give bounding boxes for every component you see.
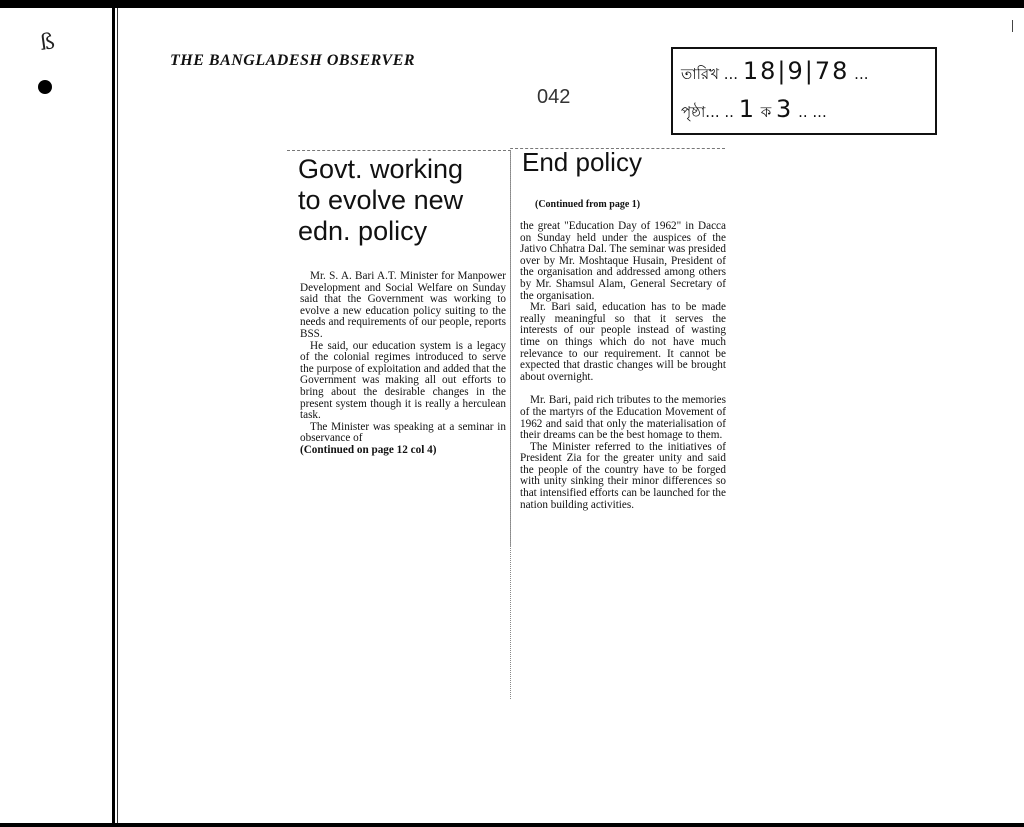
article-body-left [300,271,506,457]
article-headline [298,154,508,247]
stamp-page-label: পৃষ্ঠা... .. [681,103,734,121]
stamp-page-trail: .. ... [798,103,827,121]
article-paragraph: The Minister was speaking at a seminar in observance of [300,420,506,445]
continuation-headline: End policy [522,147,642,177]
archive-stamp [671,47,937,135]
headline-line: Govt. working [298,154,464,184]
stamp-date-trail: ... [854,65,869,83]
article-body-right [520,221,726,511]
headline-line: to evolve new [298,185,464,216]
newspaper-masthead: THE BANGLADESH OBSERVER [170,52,416,69]
article-paragraph: The Minister referred to the initiatives of President Zia for the greater unity and said the people of the country have to be forged with unity sinking their minor differences so that intensified efforts can be launched for the nation building activities. [520,440,726,511]
archive-page-number: 042 [537,86,571,108]
stamp-date-label: তারিখ ... [681,65,739,83]
scan-bottom-border [0,823,1024,827]
article-paragraph: He said, our education system is a legacy of the colonial regimes introduced to serve the purpose of exploitation and added that the Government was making all out efforts to bring about the desirable changes in the present system though it is really a herculean task. [300,339,506,422]
scan-left-rule-inner [117,8,118,827]
stamp-date-row [681,57,868,88]
stamp-col-label: ক [760,103,772,121]
article-paragraph: Mr. S. A. Bari A.T. Minister for Manpower Development and Social Welfare on Sunday said that the Government was working to evolve a new education policy suiting to the needs and requirements of our people, reports BSS. [300,270,506,340]
article-paragraph: the great "Education Day of 1962" in Dacca on Sunday held under the auspices of the Jativo Chhatra Dal. The seminar was presided over by Mr. Moshtaque Husain, President of the organisation and addressed among others by Mr. Shamsul Alam, General Secretary of the organisation. [520,220,726,302]
stamp-col-value: 3 [776,95,794,123]
stamp-page-value: 1 [738,95,756,123]
scan-right-tick [1012,20,1013,32]
scan-left-rule [112,8,115,827]
article-paragraph: Mr. Bari said, education has to be made really meaningful so that it serves the interests of our people instead of wasting time on things which do not have much relevance to our requirement. It cannot be expected that drastic changes will be brought about overnight. [520,301,726,383]
continued-from-note: (Continued from page 1) [535,199,641,210]
continued-note: (Continued on page 12 col 4) [300,443,437,456]
stamp-date-value: 18|9|78 [742,57,850,85]
headline-line: edn. policy [298,216,428,247]
stamp-page-row [681,95,827,126]
article-paragraph: Mr. Bari, paid rich tributes to the memories of the martyrs of the Education Movement of 1962 and said that only the materialisation of their dreams can be the best homage to them. [520,394,726,442]
scan-top-border [0,0,1024,8]
punch-hole-dot [38,80,52,94]
corner-handwritten-mark: ß [38,29,57,56]
